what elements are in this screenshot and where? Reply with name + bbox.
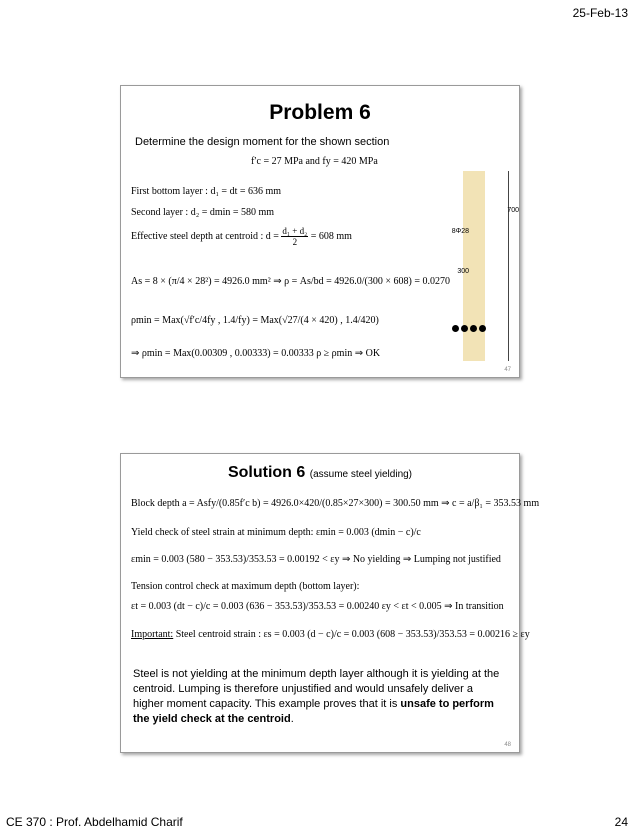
width-label: 300: [457, 268, 469, 275]
slide-title: Problem 6: [269, 101, 371, 124]
conclusion-text: Steel is not yielding at the minimum depth layer although it is yielding at the centroid. Lumping is therefore unjustified and would unsafely deliver a higher moment capacity. This example proves that it is: [133, 668, 500, 710]
important-label: Important:: [131, 629, 174, 640]
epsilon-min-equation: εmin = 0.003 (580 − 353.53)/353.53 = 0.00192 < εy ⇒ No yielding ⇒ Lumping not justified: [131, 554, 501, 565]
effective-depth-fraction: [281, 226, 308, 247]
height-dimension-line: [508, 171, 509, 361]
rebar: [452, 325, 459, 332]
reinforcement-bars: [452, 325, 486, 334]
effective-depth-result: = 608 mm: [310, 230, 352, 242]
slide-number: 47: [504, 367, 511, 373]
slide-title: [121, 464, 519, 482]
slide-title-text: Solution 6: [227, 464, 306, 481]
rebar: [461, 325, 468, 332]
block-depth-equation: Block depth a = Asfy/(0.85f′c b) = 4926.0×420/(0.85×27×300) = 300.50 mm ⇒ c = a/β₁ = 353.53 mm: [131, 498, 540, 509]
height-label: 700: [507, 207, 519, 214]
bars-label: 8Φ28: [451, 228, 469, 235]
effective-depth-label: Effective steel depth at centroid : d =: [131, 230, 279, 242]
fraction-numerator: d₁ + d₂: [282, 226, 308, 236]
problem-statement: Determine the design moment for the shown section: [135, 136, 390, 148]
course-footer: CE 370 : Prof. Abdelhamid Charif: [6, 815, 183, 829]
centroid-strain-equation: [131, 629, 530, 640]
rho-min-result: ⇒ ρmin = Max(0.00309 , 0.00333) = 0.00333 ρ ≥ ρmin ⇒ OK: [131, 348, 381, 359]
conclusion-emphasis: unsafe to perform the yield check at the centroid: [133, 698, 494, 725]
slide-problem-6: [120, 85, 520, 378]
yield-check-heading: Yield check of steel strain at minimum depth: εmin = 0.003 (dmin − c)/c: [131, 527, 421, 538]
epsilon-t-equation: εt = 0.003 (dt − c)/c = 0.003 (636 − 353.53)/353.53 = 0.00240 εy < εt < 0.005 ⇒ In transition: [131, 601, 504, 612]
first-layer-depth: First bottom layer : d₁ = dt = 636 mm: [131, 186, 282, 197]
date-label: 25-Feb-13: [572, 6, 628, 20]
conclusion-end: .: [290, 713, 294, 725]
rebar: [470, 325, 477, 332]
slide-number: 48: [504, 742, 511, 748]
second-layer-depth: Second layer : d₂ = dmin = 580 mm: [131, 207, 275, 218]
fraction-denominator: 2: [292, 237, 298, 247]
effective-depth: [131, 226, 352, 247]
material-properties: f′c = 27 MPa and fy = 420 MPa: [251, 156, 378, 167]
steel-area-ratio: As = 8 × (π/4 × 28²) = 4926.0 mm² ⇒ ρ = As/bd = 4926.0/(300 × 608) = 0.0270: [131, 276, 450, 287]
centroid-strain-text: Steel centroid strain : εs = 0.003 (d − c)/c = 0.003 (608 − 353.53)/353.53 = 0.00216 ≥ εy: [173, 629, 530, 640]
page-number: 24: [614, 815, 628, 829]
slide-solution-6: [120, 453, 540, 753]
rho-min-formula: ρmin = Max(√f′c/4fy , 1.4/fy) = Max(√27/(4 × 420) , 1.4/420): [131, 315, 379, 326]
conclusion-paragraph: [133, 667, 505, 727]
tension-control-heading: Tension control check at maximum depth (bottom layer):: [131, 581, 360, 592]
rebar: [479, 325, 486, 332]
slide-title-note: (assume steel yielding): [309, 469, 413, 480]
